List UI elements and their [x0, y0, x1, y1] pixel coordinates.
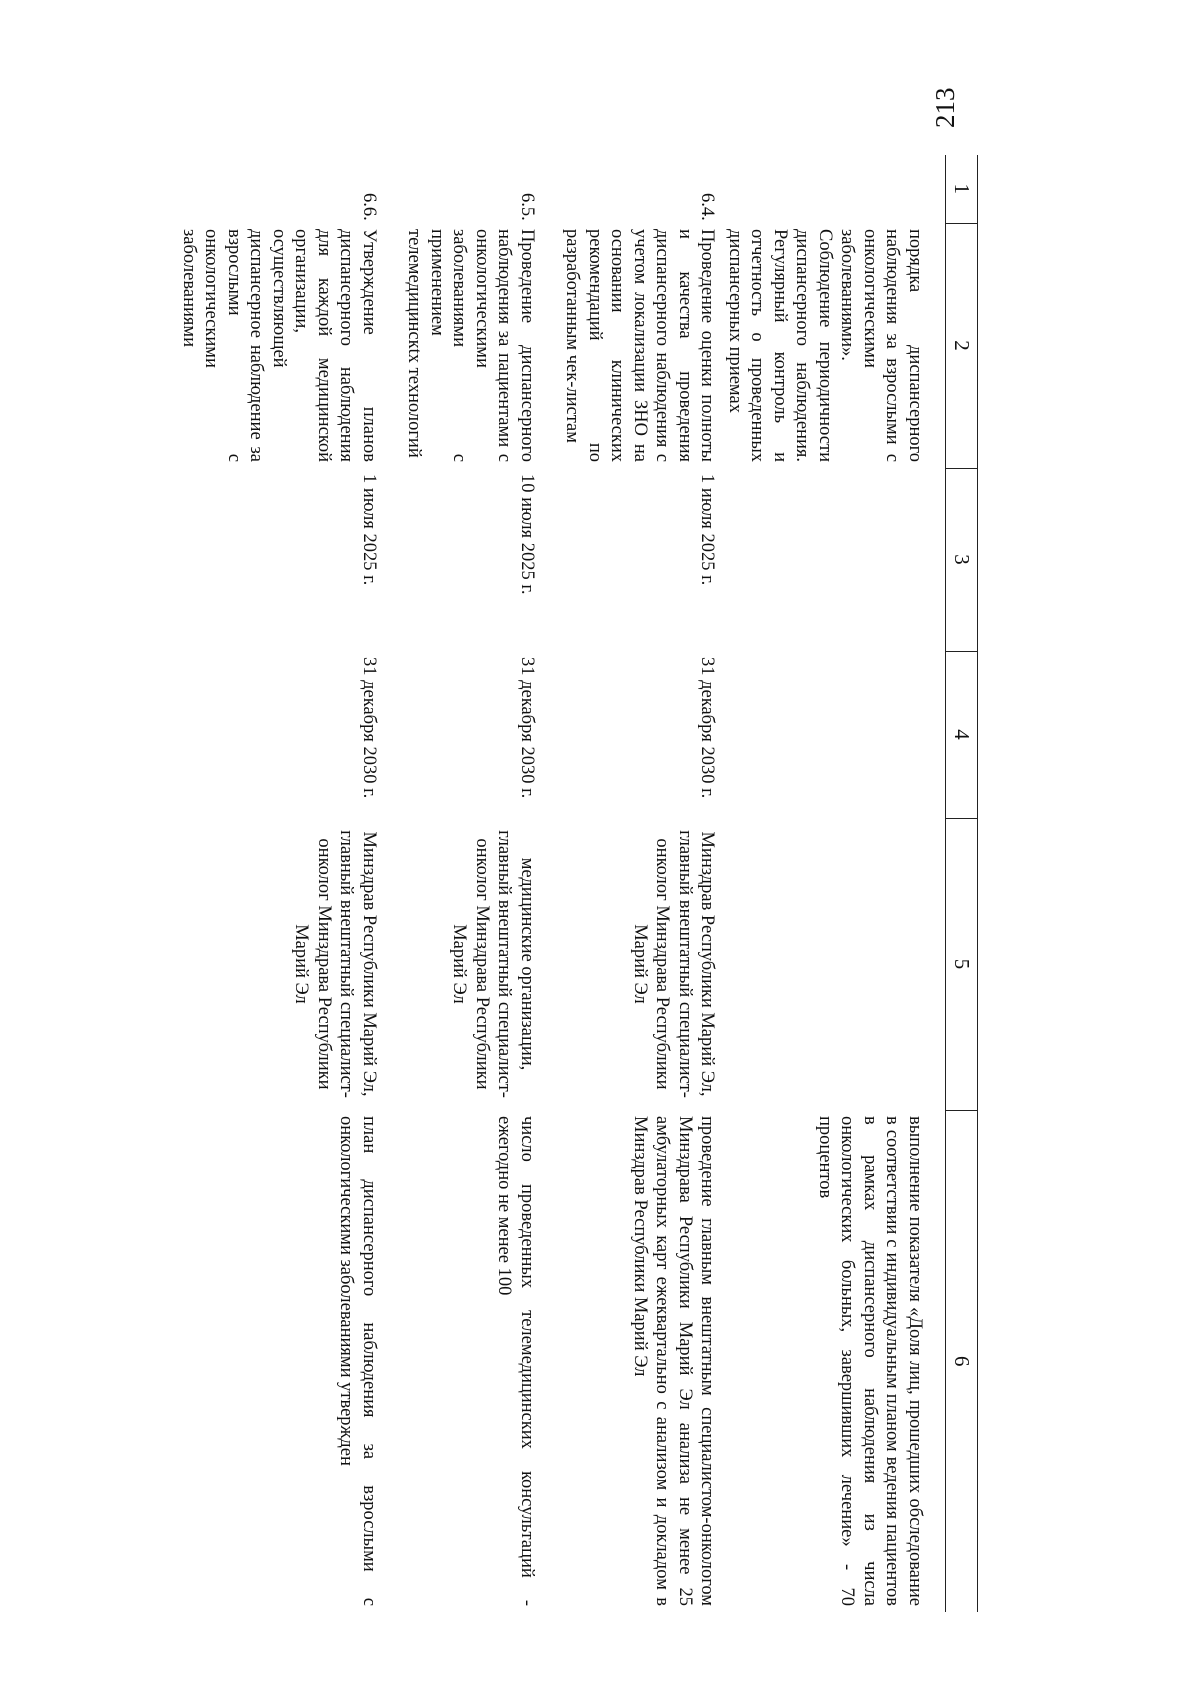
cell-responsible: Минздрав Республики Марий Эл, главный внештатный специалист-онколог Минздрава Республики Марий Эл [630, 830, 718, 1098]
column-header-1: 1 [946, 155, 978, 223]
cell-result: план диспансерного наблюдения за взрослыми с онкологическими заболеваниями утвержден [336, 1116, 379, 1606]
column-header-4: 4 [946, 651, 978, 818]
cell-number [724, 155, 946, 223]
table-row [543, 155, 724, 1612]
cell-start-date: 1 июля 2025 г. [359, 474, 379, 586]
plan-table [160, 155, 979, 1612]
cell-responsible: медицинские организации, главный внештатный специалист-онколог Минздрава Республики Марий Эл [449, 830, 537, 1098]
table-row [385, 155, 543, 1612]
cell-responsible: Минздрав Республики Марий Эл, главный внештатный специалист-онколог Минздрава Республики Марий Эл [291, 830, 379, 1098]
cell-result: выполнение показателя «Доля лиц, прошедших обследование в соответствии с индивидуальным планом ведения пациентов в рамках диспансерного наблюдения из числа онкологических больных, завершивших лечение» - 70 процентов [815, 1116, 925, 1606]
column-header-5: 5 [946, 818, 978, 1110]
table-row [160, 155, 386, 1612]
cell-start-date: 1 июля 2025 г. [697, 474, 718, 586]
cell-end-date: 31 декабря 2030 г. [697, 657, 718, 799]
cell-start-date [724, 468, 946, 651]
cell-result: число проведенных телемедицинских консультаций - ежегодно не менее 100 [494, 1116, 537, 1606]
table-row [724, 155, 946, 1612]
table-wrapper [8, 155, 978, 1612]
cell-description: порядка диспансерного наблюдения за взрослыми с онкологическими заболеваниями». Соблюдение периодичности диспансерного наблюдения. Регулярный контроль и отчетность о проведенных диспансерных приемах [725, 229, 925, 462]
cell-number: 6.4. [697, 193, 718, 221]
column-header-6: 6 [946, 1110, 978, 1612]
cell-responsible [724, 818, 946, 1110]
cell-end-date: 31 декабря 2030 г. [517, 657, 537, 799]
header-row [946, 155, 978, 1612]
cell-description: Утверждение планов диспансерного наблюдения для каждой медицинской организации, осуществляющей диспансерное наблюдение за взрослыми с онкологическими заболеваниями [179, 229, 379, 462]
cell-end-date: 31 декабря 2030 г. [359, 657, 379, 799]
cell-description: Проведение диспансерного наблюдения за пациентами с онкологическими заболеваниями с применением телемедицинскtх технологий [404, 229, 537, 462]
cell-end-date [724, 651, 946, 818]
cell-number: 6.6. [359, 193, 379, 221]
cell-number: 6.5. [517, 193, 537, 221]
page-number: 213 [930, 87, 960, 128]
cell-description: Проведение оценки полноты и качества проведения диспансерного наблюдения с учетом локализации ЗНО на основании клинических рекомендаций по разработанным чек-листам [562, 229, 718, 462]
cell-start-date: 10 июля 2025 г. [517, 474, 537, 595]
column-header-3: 3 [946, 468, 978, 651]
column-header-2: 2 [946, 223, 978, 468]
cell-result: проведение главным внештатным специалистом-онкологом Минздрава Республики Марий Эл анализа не менее 25 амбулаторных карт ежеквартально с анализом и докладом в Минздрав Республики Марий Эл [630, 1116, 718, 1606]
